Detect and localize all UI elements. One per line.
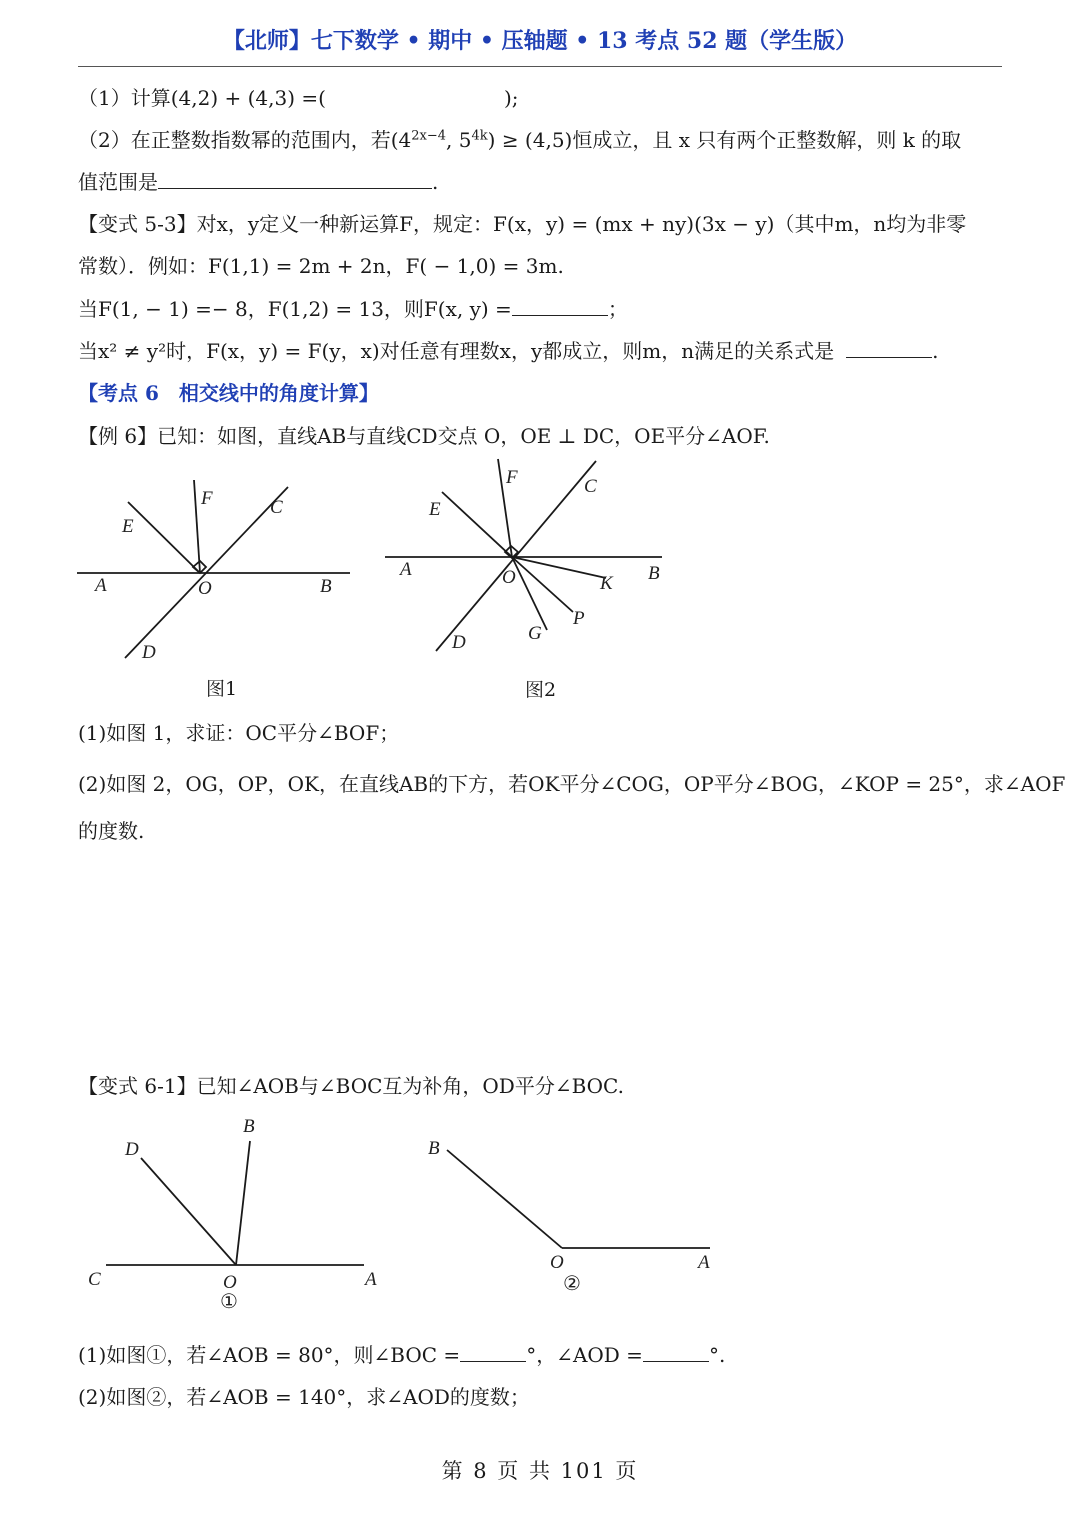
ex6-question-1: (1)如图 1，求证：OC平分∠BOF； bbox=[78, 721, 400, 745]
v61-figure-1 bbox=[80, 1108, 390, 1318]
label-A: A bbox=[698, 1252, 710, 1273]
label-A: A bbox=[95, 575, 107, 596]
label-E: E bbox=[429, 499, 441, 520]
label-A: A bbox=[400, 559, 412, 580]
answer-blank[interactable] bbox=[460, 1343, 526, 1362]
label-B: B bbox=[648, 563, 660, 584]
answer-blank[interactable] bbox=[512, 297, 608, 316]
label-C: C bbox=[88, 1269, 101, 1290]
answer-blank[interactable] bbox=[846, 339, 932, 358]
label-O: O bbox=[502, 567, 516, 588]
label-P: P bbox=[573, 608, 585, 629]
section-title: 【考点 6 相交线中的角度计算】 bbox=[78, 381, 379, 405]
ex6-question-2: (2)如图 2，OG，OP，OK，在直线AB的下方，若OK平分∠COG，OP平分∠BOG，∠KOP = 25°，求∠AOF bbox=[78, 772, 1066, 796]
v61-figure-2 bbox=[420, 1130, 720, 1300]
label-E: E bbox=[122, 516, 134, 537]
label-O: O bbox=[223, 1272, 237, 1293]
v53-line3: 当F(1, − 1) =− 8，F(1,2) = 13，则F(x, y) = ； bbox=[78, 297, 628, 321]
q1-part2-line2: 值范围是 . bbox=[78, 170, 439, 194]
q1-part1-expr: (4,2) + (4,3) =( bbox=[170, 86, 326, 110]
label-D: D bbox=[452, 632, 466, 653]
page-footer: 第 8 页 共 101 页 bbox=[441, 1459, 639, 1483]
v53-line1: 【变式 5-3】对x，y定义一种新运算F，规定：F(x，y) = (mx + ny)(3x − y)（其中m，n均为非零 bbox=[78, 212, 967, 236]
ex6-fig2-caption: 图2 bbox=[525, 679, 557, 701]
v61-question-1: (1)如图①，若∠AOB = 80°，则∠BOC = °，∠AOD = °. bbox=[78, 1343, 726, 1367]
ex6-statement: 【例 6】已知：如图，直线AB与直线CD交点 O，OE ⊥ DC，OE平分∠AOF. bbox=[78, 424, 770, 448]
ex6-fig1-caption: 图1 bbox=[206, 678, 238, 700]
ex6-figure-2 bbox=[380, 452, 670, 662]
label-B: B bbox=[320, 576, 332, 597]
label-F: F bbox=[201, 488, 213, 509]
answer-blank[interactable] bbox=[643, 1343, 709, 1362]
label-A: A bbox=[365, 1269, 377, 1290]
label-F: F bbox=[506, 467, 518, 488]
label-K: K bbox=[600, 573, 613, 594]
label-D: D bbox=[125, 1139, 139, 1160]
v53-line2: 常数）．例如：F(1,1) = 2m + 2n，F( − 1,0) = 3m. bbox=[78, 254, 564, 278]
label-O: O bbox=[550, 1252, 564, 1273]
q1-part2: （2）在正整数指数幂的范围内，若($4^{2x-4}$, $5^{4k}) \ge (4,5)$恒成立，且 x 只有两个正整数解，则 k 的取 bbox=[78, 128, 962, 152]
ex6-figure-1 bbox=[70, 470, 360, 670]
label-O: O bbox=[198, 578, 212, 599]
v61-fig2-caption: ② bbox=[563, 1273, 581, 1295]
header-rule bbox=[78, 66, 1002, 67]
v61-question-2: (2)如图②，若∠AOB = 140°，求∠AOD的度数； bbox=[78, 1385, 530, 1409]
q1-part1: （1）计算(4,2) + (4,3) =( ); bbox=[78, 86, 519, 110]
label-B: B bbox=[243, 1116, 255, 1137]
ex6-question-2-cont: 的度数. bbox=[78, 819, 145, 843]
v61-statement: 【变式 6-1】已知∠AOB与∠BOC互为补角，OD平分∠BOC. bbox=[78, 1074, 624, 1098]
v53-line4: 当x² ≠ y²时，F(x，y) = F(y，x)对任意有理数x，y都成立，则m，n满足的关系式是 . bbox=[78, 339, 939, 363]
label-D: D bbox=[142, 642, 156, 663]
v61-fig1-caption: ① bbox=[220, 1291, 238, 1313]
label-B: B bbox=[428, 1138, 440, 1159]
label-C: C bbox=[584, 476, 597, 497]
answer-blank[interactable] bbox=[158, 170, 432, 189]
label-G: G bbox=[528, 623, 542, 644]
label-C: C bbox=[270, 497, 283, 518]
page-header: 【北师】七下数学 • 期中 • 压轴题 • 13 考点 52 题（学生版） bbox=[222, 28, 858, 54]
